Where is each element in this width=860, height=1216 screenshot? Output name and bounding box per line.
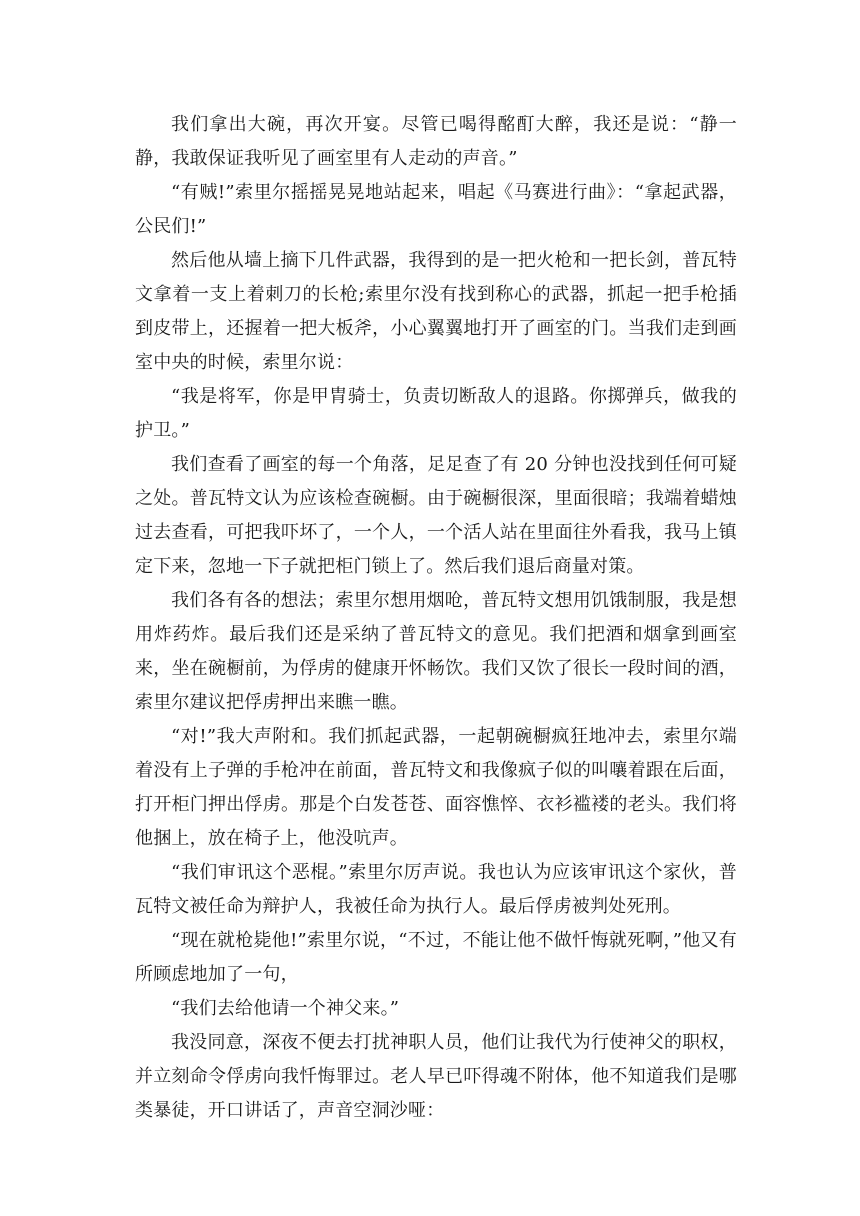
paragraph-7: “对!”我大声附和。我们抓起武器，一起朝碗橱疯狂地冲去，索里尔端着没有上子弹的手枪冲在前面，普瓦特文和我像疯子似的叫嚷着跟在后面，打开柜门押出俘虏。那是个白发苍苍、面容憔悴、衣衫褴褛的老头。我们将他捆上，放在椅子上，他没吭声。 <box>135 726 737 849</box>
paragraph-4: “我是将军，你是甲胄骑士，负责切断敌人的退路。你掷弹兵，做我的护卫。” <box>135 386 737 441</box>
paragraph-9: “现在就枪毙他!”索里尔说，“不过，不能让他不做忏悔就死啊，”他又有所顾虑地加了一句， <box>135 930 737 985</box>
paragraph-8: “我们审讯这个恶棍。”索里尔厉声说。我也认为应该审讯这个家伙，普瓦特文被任命为辩护人，我被任命为执行人。最后俘虏被判处死刑。 <box>135 862 737 917</box>
paragraph-5: 我们查看了画室的每一个角落，足足查了有 20 分钟也没找到任何可疑之处。普瓦特文认为应该检查碗橱。由于碗橱很深，里面很暗；我端着蜡烛过去查看，可把我吓坏了，一个人，一个活人站在里面往外看我，我马上镇定下来，忽地一下子就把柜门锁上了。然后我们退后商量对策。 <box>135 454 737 577</box>
paragraph-3: 然后他从墙上摘下几件武器，我得到的是一把火枪和一把长剑，普瓦特文拿着一支上着刺刀的长枪;索里尔没有找到称心的武器，抓起一把手枪插到皮带上，还握着一把大板斧，小心翼翼地打开了画室的门。当我们走到画室中央的时候，索里尔说： <box>135 250 737 373</box>
paragraph-6: 我们各有各的想法；索里尔想用烟呛，普瓦特文想用饥饿制服，我是想用炸药炸。最后我们还是采纳了普瓦特文的意见。我们把酒和烟拿到画室来，坐在碗橱前，为俘虏的健康开怀畅饮。我们又饮了很长一段时间的酒，索里尔建议把俘虏押出来瞧一瞧。 <box>135 590 737 713</box>
paragraph-2: “有贼!”索里尔摇摇晃晃地站起来，唱起《马赛进行曲》：“拿起武器，公民们!” <box>135 182 737 237</box>
paragraph-1: 我们拿出大碗，再次开宴。尽管已喝得酩酊大醉，我还是说：“静一静，我敢保证我听见了画室里有人走动的声音。” <box>135 114 737 169</box>
paragraph-11: 我没同意，深夜不便去打扰神职人员，他们让我代为行使神父的职权，并立刻命令俘虏向我忏悔罪过。老人早已吓得魂不附体，他不知道我们是哪类暴徒，开口讲话了，声音空洞沙哑： <box>135 1032 737 1121</box>
paragraph-10: “我们去给他请一个神父来。” <box>171 998 400 1019</box>
